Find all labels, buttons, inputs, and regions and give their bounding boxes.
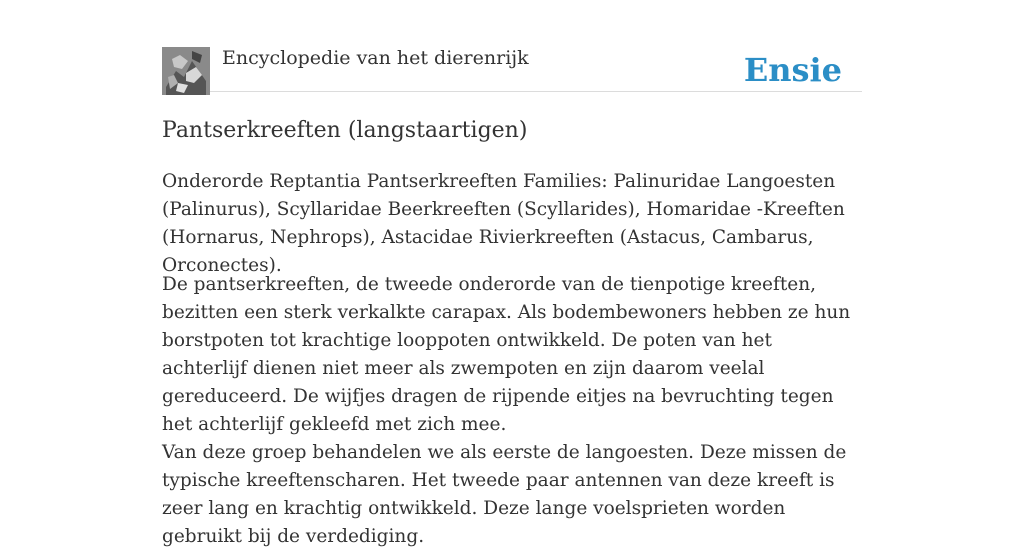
article-title: Pantserkreeften (langstaartigen) — [162, 118, 528, 143]
article-paragraph: Van deze groep behandelen we als eerste de langoesten. Deze missen de typische kreeftenscharen. Het tweede paar antennen van deze kreeft is zeer lang en krachtig ontwikkeld. Deze lange voelsprieten worden gebruikt bij de verdediging. — [162, 442, 847, 547]
brand-logo[interactable]: Ensie — [743, 51, 842, 89]
article-paragraph: Onderorde Reptantia Pantserkreeften Families: Palinuridae Langoesten (Palinurus), Scyllaridae Beerkreeften (Scyllarides), Homaridae -Kreeften (Hornarus, Nephrops), Astacidae Rivierkreeften (Astacus, Cambarus, Orconectes). — [162, 171, 845, 276]
source-name[interactable]: Encyclopedie van het dierenrijk — [222, 47, 529, 69]
source-header — [162, 0, 862, 92]
animal-engraving-icon[interactable] — [162, 47, 210, 95]
article-page — [162, 0, 862, 547]
article-paragraph: De pantserkreeften, de tweede onderorde van de tienpotige kreeften, bezitten een sterk verkalkte carapax. Als bodembewoners hebben ze hun borstpoten tot krachtige looppoten ontwikkeld. De poten van het achterlijf dienen niet meer als zwempoten en zijn daarom veelal gereduceerd. De wijfjes dragen de rijpende eitjes na bevruchting tegen het achterlijf gekleefd met zich mee. — [162, 274, 851, 435]
